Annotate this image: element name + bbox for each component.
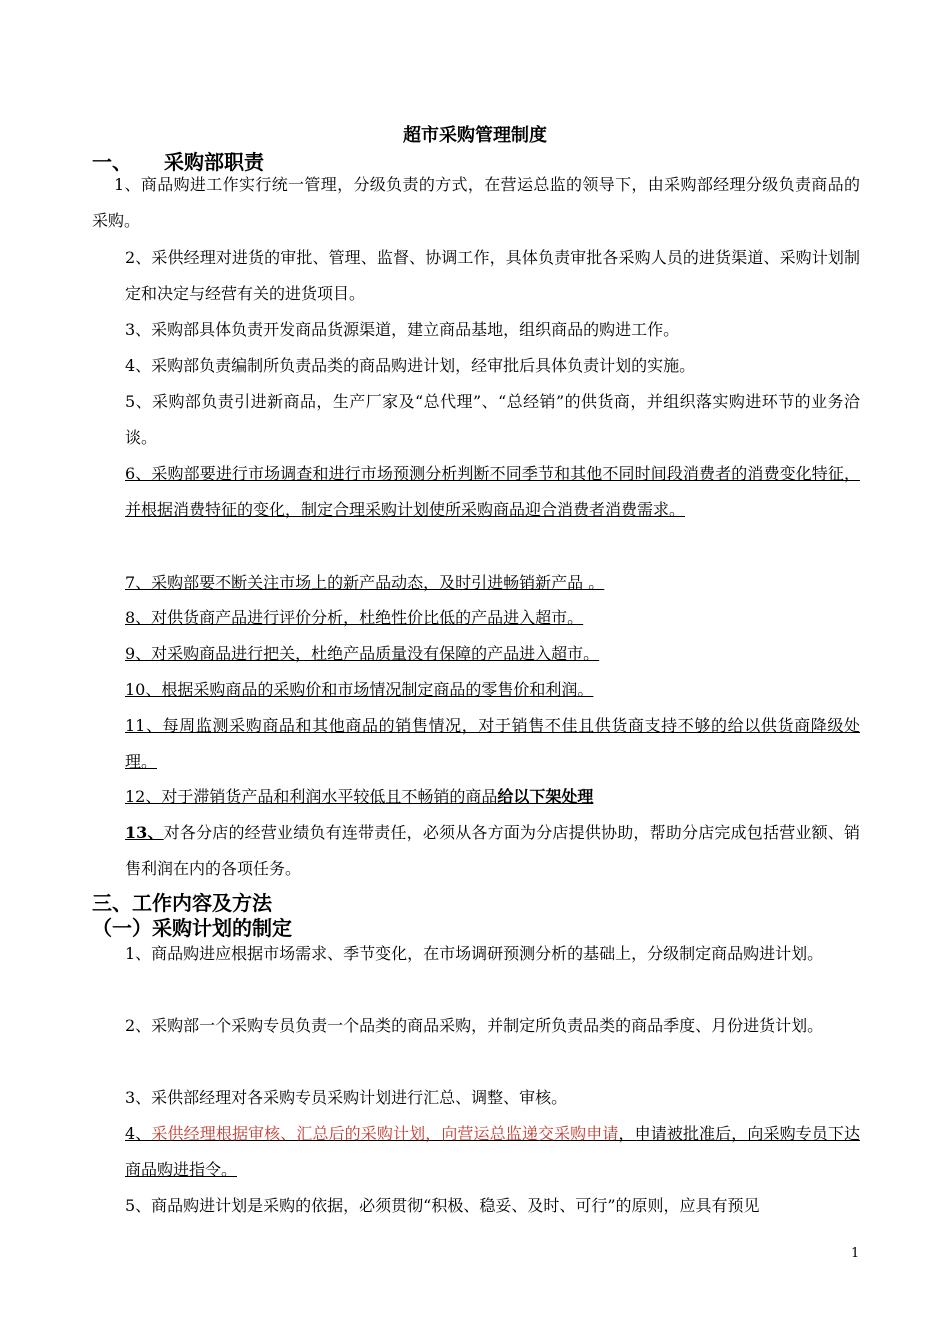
- section-3-item-4: [125, 1116, 860, 1188]
- section-1-item-12: [125, 779, 860, 815]
- section-3-item-1: 1、商品购进应根据市场需求、季节变化，在市场调研预测分析的基础上，分级制定商品购进计划。: [125, 944, 824, 963]
- section-1-item-7: 7、采购部要不断关注市场上的新产品动态，及时引进畅销新产品 。: [125, 573, 605, 592]
- section-3-item-3: 3、采供部经理对各采购专员采购计划进行汇总、调整、审核。: [125, 1088, 568, 1107]
- item-13-number: 13、: [125, 823, 164, 842]
- item-4-prefix: 4、: [125, 1124, 152, 1143]
- section-1-title: 采购部职责: [164, 150, 264, 174]
- item-4-highlight: 采供经理根据审核、汇总后的采购计划，向营运总监递交采购申请: [151, 1124, 619, 1143]
- section-3-item-5: 5、商品购进计划是采购的依据，必须贯彻“积极、稳妥、及时、可行”的原则，应具有预见: [125, 1196, 760, 1215]
- section-1-item-1: 1、商品购进工作实行统一管理，分级负责的方式，在营运总监的领导下，由采购部经理分级负责商品的采购。: [92, 175, 860, 230]
- page-number: 1: [851, 1246, 860, 1261]
- document-title: 超市采购管理制度: [403, 125, 547, 146]
- section-1-item-5: 5、采购部负责引进新商品，生产厂家及“总代理”、“总经销”的供货商，并组织落实购进环节的业务洽谈。: [125, 392, 860, 447]
- section-1-item-9: 9、对采购商品进行把关，杜绝产品质量没有保障的产品进入超市。: [125, 644, 600, 663]
- section-3-sub-heading: （一）采购计划的制定: [92, 916, 292, 940]
- section-1-item-2: 2、采供经理对进货的审批、管理、监督、协调工作，具体负责审批各采购人员的进货渠道、采购计划制定和决定与经营有关的进货项目。: [125, 248, 860, 303]
- item-13-text: 对各分店的经营业绩负有连带责任，必须从各方面为分店提供协助，帮助分店完成包括营业额、销售利润在内的各项任务。: [125, 823, 860, 878]
- section-1-item-3: 3、采购部具体负责开发商品货源渠道，建立商品基地，组织商品的购进工作。: [125, 320, 680, 339]
- section-1-number: 一、: [92, 150, 132, 174]
- item-12-bold: 给以下架处理: [497, 787, 594, 806]
- section-1-item-11: 11、每周监测采购商品和其他商品的销售情况，对于销售不佳且供货商支持不够的给以供货商降级处理。: [125, 716, 860, 771]
- item-4-rest: ，申请被批准后，向采购专员下达商品购进指令。: [125, 1124, 860, 1179]
- section-3-heading: 三、工作内容及方法: [92, 891, 272, 915]
- section-1-item-13: [125, 815, 860, 887]
- section-3-item-2: 2、采购部一个采购专员负责一个品类的商品采购，并制定所负责品类的商品季度、月份进货计划。: [125, 1016, 824, 1035]
- section-1-item-6: 6、采购部要进行市场调查和进行市场预测分析判断不同季节和其他不同时间段消费者的消费变化特征，并根据消费特征的变化，制定合理采购计划使所采购商品迎合消费者消费需求。: [125, 464, 860, 519]
- section-1-item-8: 8、对供货商产品进行评价分析，杜绝性价比低的产品进入超市。: [125, 608, 584, 627]
- item-12-text: 12、对于滞销货产品和利润水平较低且不畅销的商品: [125, 787, 498, 806]
- section-1-item-10: 10、根据采购商品的采购价和市场情况制定商品的零售价和利润。: [125, 680, 594, 699]
- section-1-item-4: 4、采购部负责编制所负责品类的商品购进计划，经审批后具体负责计划的实施。: [125, 356, 696, 375]
